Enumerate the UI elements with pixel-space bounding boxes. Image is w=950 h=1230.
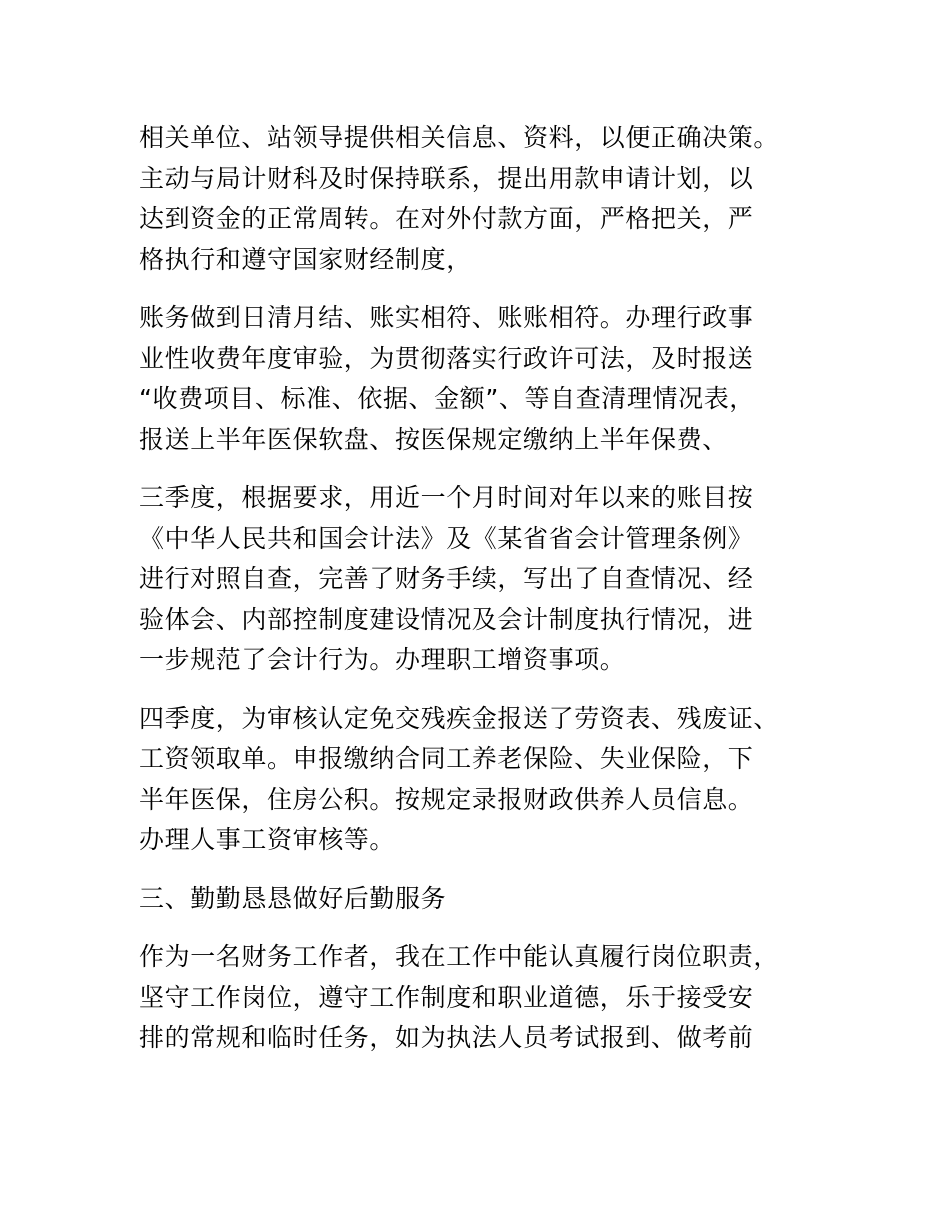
- text-line: 验体会、内部控制度建设情况及会计制度执行情况，进: [139, 604, 754, 634]
- section-heading-text: 三、勤勤恳恳做好后勤服务: [139, 883, 447, 913]
- paragraph-logistics-service: [139, 937, 819, 1059]
- text-line: 工资领取单。申报缴纳合同工养老保险、失业保险，下: [139, 744, 754, 773]
- text-line: 办理人事工资审核等。: [139, 825, 396, 854]
- paragraph-fourth-quarter: [139, 699, 819, 861]
- paragraph-third-quarter: [139, 478, 819, 681]
- text-line: 一步规范了会计行为。办理职工增资事项。: [139, 645, 626, 674]
- paragraph-accounts: [139, 298, 819, 460]
- text-line: 作为一名财务工作者，我在工作中能认真履行岗位职责，: [139, 942, 780, 971]
- section-heading: [139, 879, 819, 920]
- text-line: 坚守工作岗位，遵守工作制度和职业道德，乐于接受安: [139, 982, 754, 1012]
- text-line: 三季度，根据要求，用近一个月时间对年以来的账目按: [139, 483, 754, 512]
- text-line: 排的常规和临时任务，如为执法人员考试报到、做考前: [139, 1023, 754, 1052]
- text-line: 半年医保，住房公积。按规定录报财政供养人员信息。: [139, 784, 754, 814]
- document-body: [139, 118, 819, 1077]
- text-line: 相关单位、站领导提供相关信息、资料，以便正确决策。: [139, 123, 780, 152]
- text-line: 达到资金的正常周转。在对外付款方面，严格把关，严: [139, 204, 754, 233]
- text-line: 进行对照自查，完善了财务手续，写出了自查情况、经: [139, 564, 754, 593]
- text-line: 业性收费年度审验，为贯彻落实行政许可法，及时报送: [139, 343, 754, 373]
- text-line: 格执行和遵守国家财经制度，: [139, 244, 472, 274]
- text-line: 四季度，为审核认定免交残疾金报送了劳资表、残废证、: [139, 703, 780, 733]
- paragraph-financial-decisions: [139, 118, 819, 280]
- text-line: “收费项目、标准、依据、金额”、等自查清理情况表，: [139, 384, 755, 413]
- text-line: 《中华人民共和国会计法》及《某省省会计管理条例》: [139, 523, 754, 553]
- text-line: 主动与局计财科及时保持联系，提出用款申请计划，以: [139, 163, 754, 193]
- text-line: 账务做到日清月结、账实相符、账账相符。办理行政事: [139, 303, 754, 332]
- text-line: 报送上半年医保软盘、按医保规定缴纳上半年保费、: [139, 424, 728, 454]
